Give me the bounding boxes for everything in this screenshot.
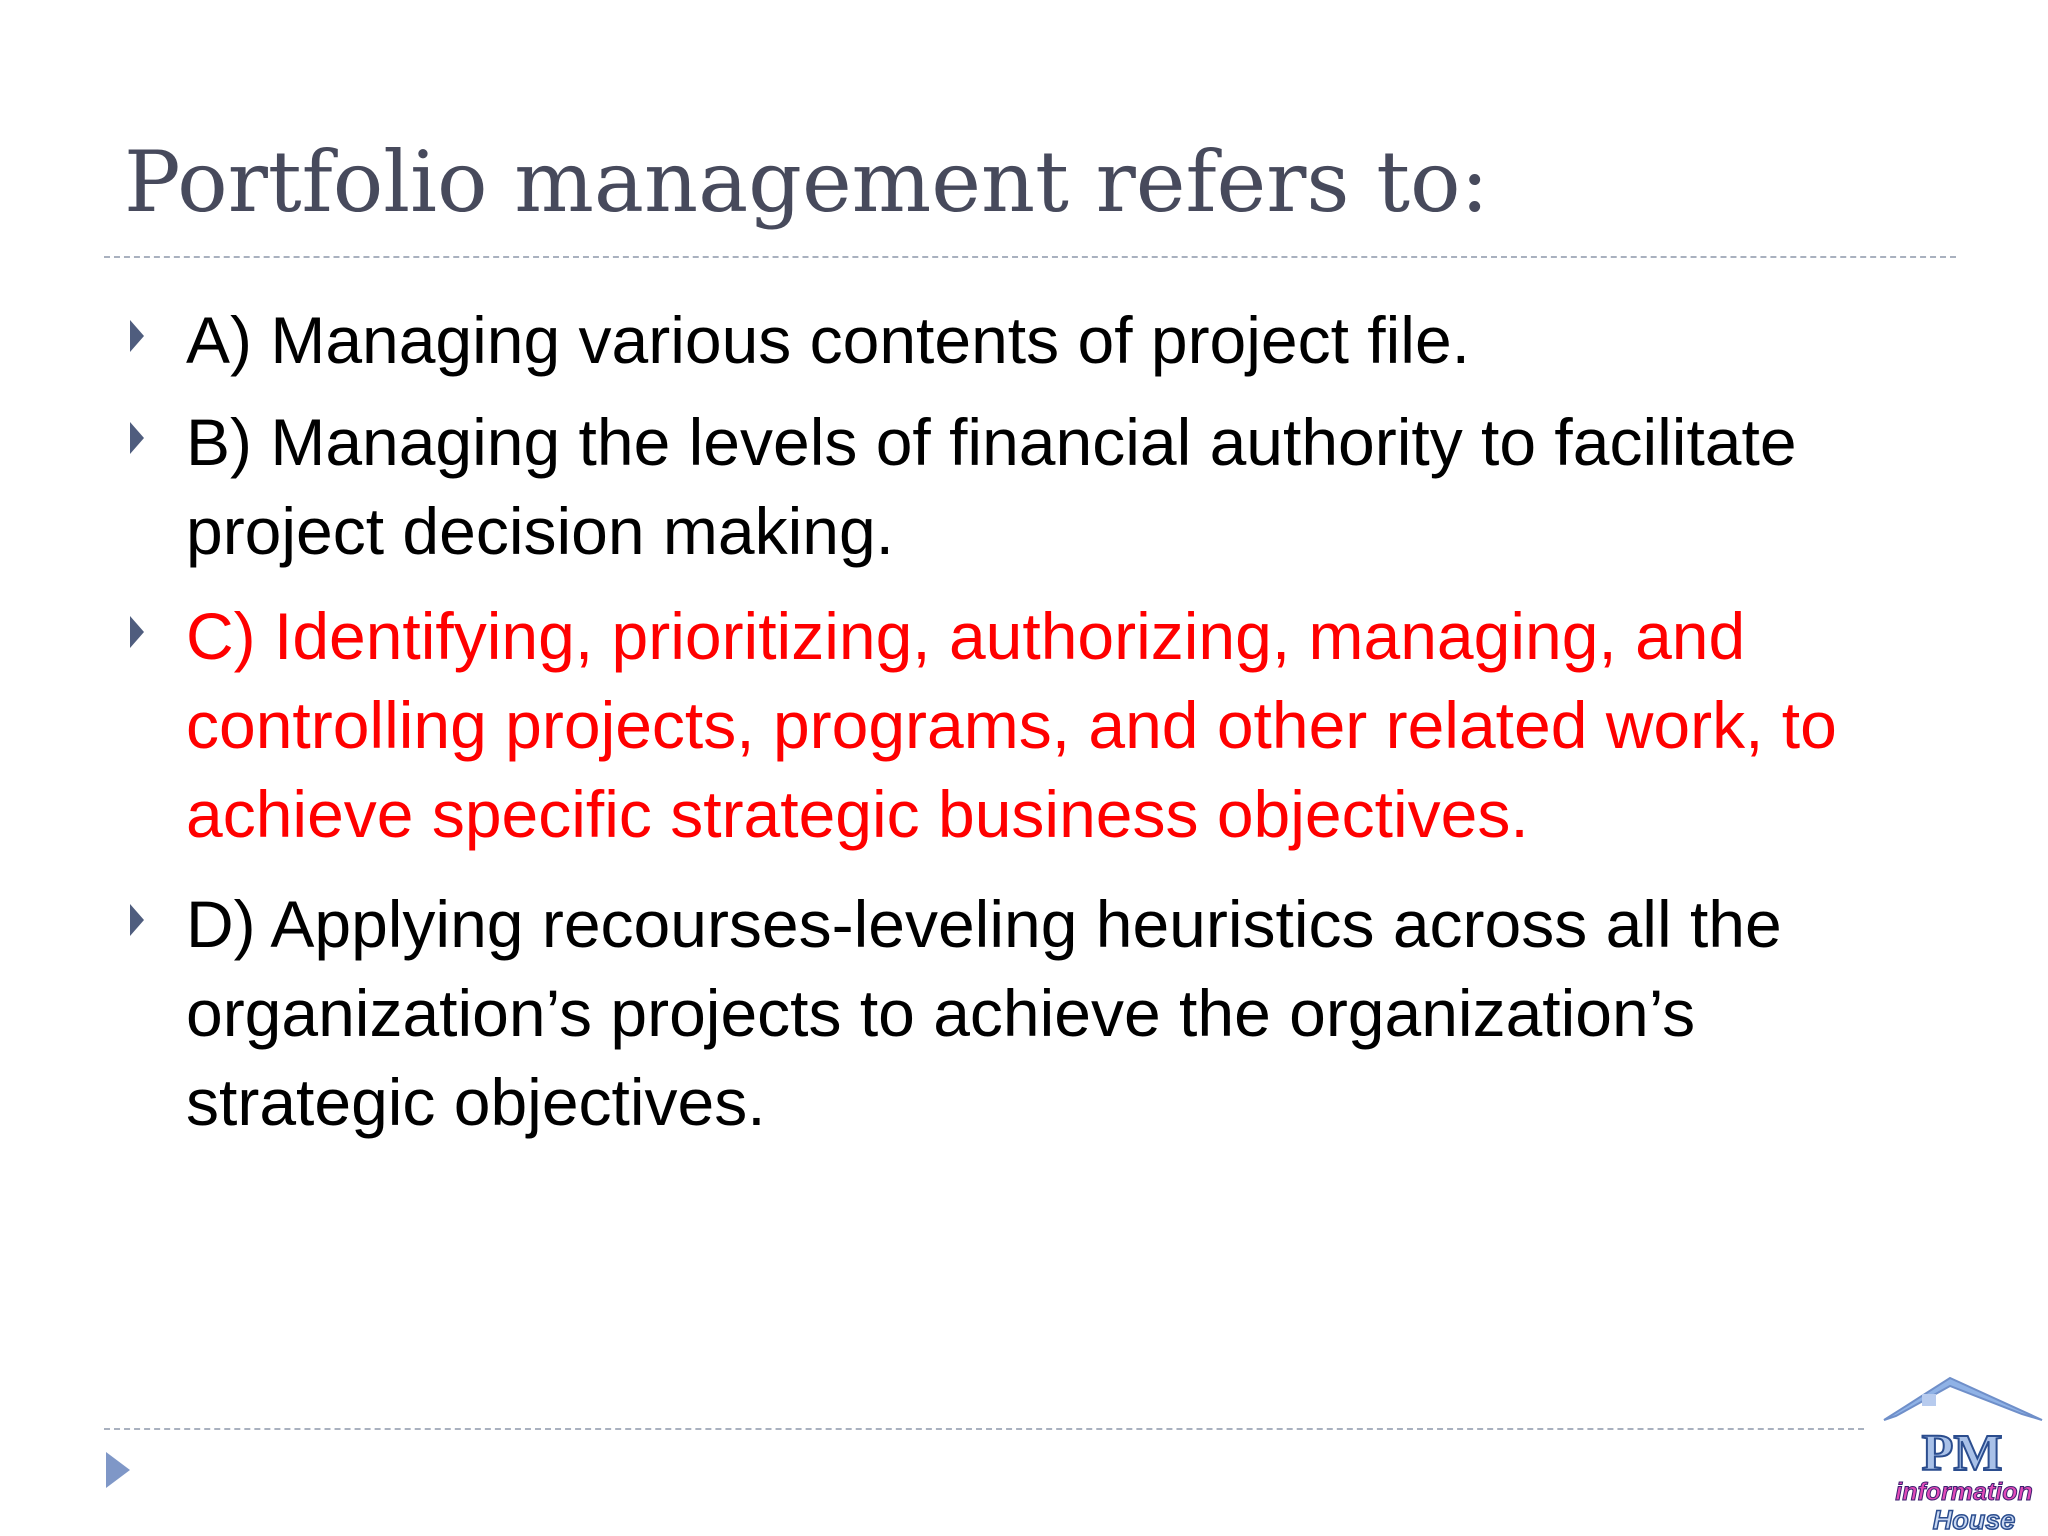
logo-information-text: information: [1895, 1478, 2033, 1506]
triangle-right-icon: [130, 422, 144, 454]
option-d: [186, 880, 1956, 1147]
option-c: [186, 592, 1956, 859]
option-a-text: A) Managing various contents of project file.: [186, 303, 1471, 377]
triangle-right-icon: [130, 616, 144, 648]
option-c-text: C) Identifying, prioritizing, authorizing, managing, and controlling projects, programs, and other related work, to achieve specific strategic business objectives.: [186, 599, 1837, 851]
logo-pm-text: PM: [1921, 1425, 2003, 1482]
title-divider: [104, 256, 1956, 258]
logo-chimney: [1922, 1394, 1936, 1406]
triangle-right-icon: [130, 320, 144, 352]
slide-title: Portfolio management refers to:: [124, 133, 1489, 231]
logo-house-text: House: [1932, 1505, 2016, 1535]
option-b: [186, 398, 1956, 576]
triangle-right-icon: [130, 904, 144, 936]
option-b-text: B) Managing the levels of financial authority to facilitate project decision making.: [186, 405, 1797, 568]
logo-roof-outline: [1884, 1378, 2042, 1420]
footer-divider: [104, 1428, 1864, 1430]
option-d-text: D) Applying recourses-leveling heuristics across all the organization’s projects to achieve the organization’s strategic objectives.: [186, 887, 1782, 1139]
next-slide-arrow-icon[interactable]: [106, 1452, 130, 1488]
option-a: [186, 296, 1956, 385]
pm-information-house-logo: [1876, 1368, 2048, 1536]
